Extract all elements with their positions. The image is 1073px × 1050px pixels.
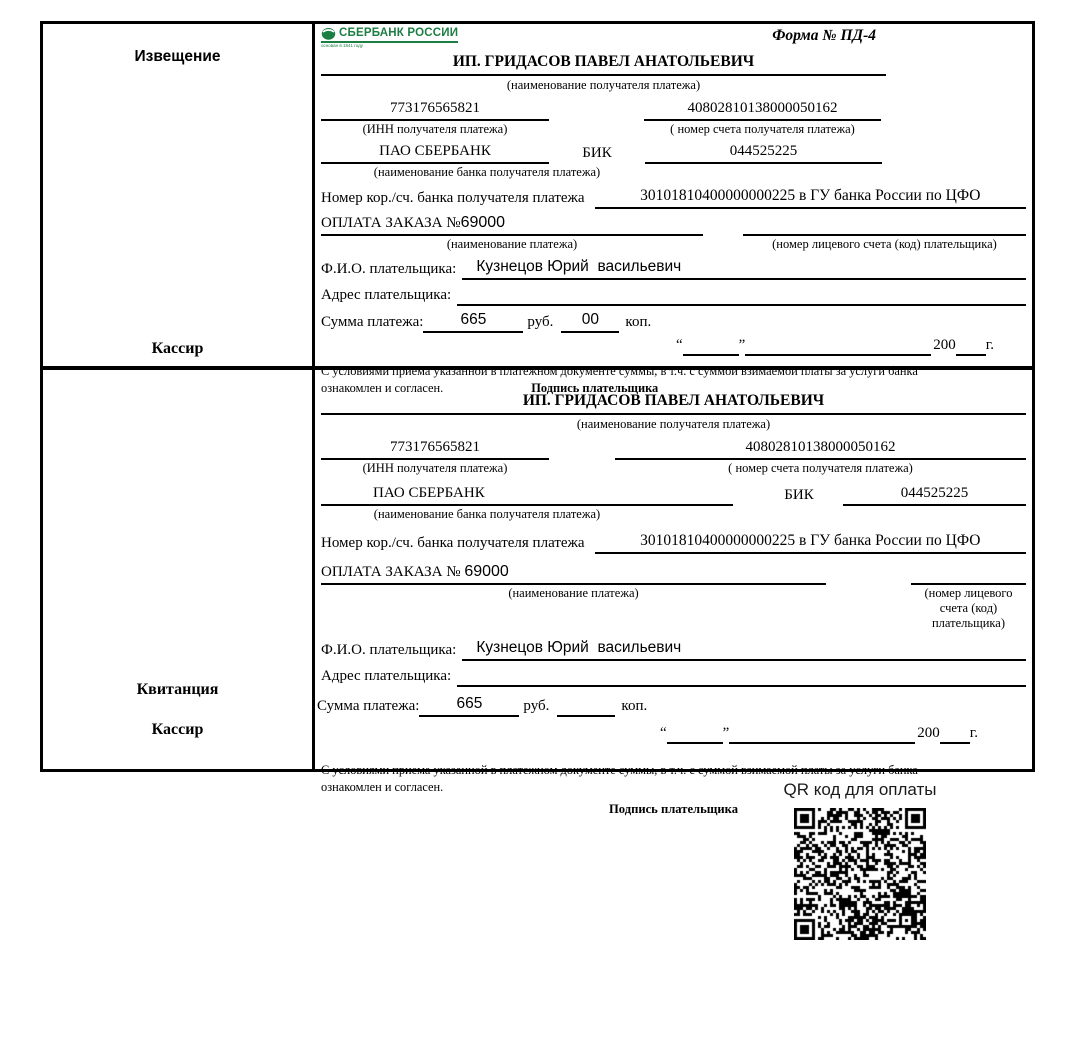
- account-caption: ( номер счета получателя платежа): [670, 122, 855, 136]
- payment-name-row: [321, 214, 1026, 236]
- account-value: 40802810138000050162: [615, 439, 1026, 460]
- payer-name-row: [321, 258, 1026, 280]
- signature-label: Подпись плательщика: [608, 802, 739, 817]
- payer-address-row: [321, 667, 1026, 687]
- year-prefix: 200: [933, 337, 956, 353]
- stub-label-notice: Извещение: [134, 48, 221, 65]
- sberbank-logo-subtext: основан в 1841 году: [321, 43, 364, 48]
- payment-name-caption: (наименование платежа): [508, 586, 639, 600]
- payment-name-value: ОПЛАТА ЗАКАЗА №69000: [321, 214, 703, 236]
- open-quote: “: [659, 725, 667, 741]
- sberbank-logo-text: СБЕРБАНК РОССИИ: [339, 26, 459, 39]
- close-quote: ”: [722, 725, 730, 741]
- notice-stub-column: [43, 24, 315, 366]
- inn-account-row: [321, 100, 1026, 121]
- bik-label: БИК: [582, 145, 612, 161]
- payer-address-row: [321, 286, 1026, 306]
- corr-account-row: [321, 187, 1026, 209]
- receipt-stub-column: [43, 370, 315, 769]
- sberbank-logo: [321, 27, 458, 49]
- sberbank-logo-icon: [321, 27, 336, 40]
- date-year-blank: [940, 740, 970, 744]
- rub-label: руб.: [527, 314, 554, 330]
- amount-kop-value: [557, 713, 615, 717]
- personal-account-caption: (номер лицевого счета (код) плательщика): [772, 237, 997, 251]
- agreement-line1: С условиями приема указанной в платежном документе суммы, в т.ч. с суммой взимаемой платы за услуги банка: [321, 364, 918, 378]
- payer-name-label: Ф.И.О. плательщика:: [321, 261, 457, 277]
- agreement-line2: ознакомлен и согласен.: [321, 779, 444, 794]
- amount-row: [321, 311, 1026, 333]
- corr-account-label: Номер кор./сч. банка получателя платежа: [321, 535, 585, 551]
- inn-account-row: [321, 439, 1026, 460]
- stub-label-receipt: Квитанция: [136, 681, 219, 698]
- amount-rub-value: 665: [423, 311, 523, 333]
- stub-label-cashier: Кассир: [151, 340, 204, 357]
- bik-value: 044525225: [645, 143, 882, 164]
- payer-name-value: Кузнецов Юрий васильевич: [462, 258, 1026, 280]
- payer-address-label: Адрес плательщика:: [321, 668, 452, 684]
- qr-block: [740, 780, 980, 940]
- inn-value: 773176565821: [321, 439, 549, 460]
- bik-value: 044525225: [843, 485, 1026, 506]
- recipient-caption: (наименование получателя платежа): [576, 417, 771, 431]
- bank-row: [321, 143, 1026, 164]
- recipient-name: ИП. ГРИДАСОВ ПАВЕЛ АНАТОЛЬЕВИЧ: [321, 53, 886, 76]
- open-quote: “: [675, 337, 683, 353]
- payer-address-label: Адрес плательщика:: [321, 287, 452, 303]
- amount-rub-value: 665: [419, 695, 519, 717]
- account-caption: ( номер счета получателя платежа): [728, 461, 913, 475]
- year-prefix: 200: [917, 725, 940, 741]
- qr-code: [794, 808, 926, 940]
- agreement-line2: ознакомлен и согласен.: [321, 380, 444, 395]
- personal-account-blank-line: [911, 565, 1026, 585]
- date-year-blank: [956, 352, 986, 356]
- order-number: 69000: [460, 214, 506, 231]
- inn-caption: (ИНН получателя платежа): [362, 122, 508, 136]
- payer-name-label: Ф.И.О. плательщика:: [321, 642, 457, 658]
- notice-section: [43, 24, 1032, 395]
- recipient-block: [321, 392, 1026, 432]
- personal-account-caption: (номер лицевого счета (код) плательщика): [924, 586, 1013, 630]
- amount-row: [317, 695, 1026, 717]
- inn-caption: (ИНН получателя платежа): [362, 461, 508, 475]
- corr-account-value: 30101810400000000225 в ГУ банка России по ЦФО: [595, 187, 1026, 209]
- bank-name-value: ПАО СБЕРБАНК: [321, 143, 549, 164]
- payment-name-caption: (наименование платежа): [446, 237, 578, 251]
- date-day-blank: [683, 352, 739, 356]
- bank-name-value: ПАО СБЕРБАНК: [321, 485, 733, 506]
- bik-label: БИК: [784, 487, 814, 503]
- bank-caption: (наименование банка получателя платежа): [373, 507, 601, 521]
- amount-label: Сумма платежа:: [317, 698, 420, 714]
- corr-account-label: Номер кор./сч. банка получателя платежа: [321, 190, 585, 206]
- notice-form: [315, 24, 1032, 395]
- personal-account-blank-line: [743, 216, 1026, 236]
- bank-caption: (наименование банка получателя платежа): [373, 165, 601, 179]
- payment-captions: [321, 586, 1026, 631]
- date-day-blank: [667, 740, 723, 744]
- order-number: 69000: [464, 563, 509, 580]
- form-number: Форма № ПД-4: [772, 27, 876, 44]
- recipient-caption: (наименование получателя платежа): [506, 78, 701, 92]
- payer-name-value: Кузнецов Юрий васильевич: [462, 639, 1026, 661]
- signature-label: Подпись плательщика: [531, 380, 659, 395]
- date-row: [321, 725, 1026, 744]
- bank-row: [321, 485, 1026, 506]
- account-value: 40802810138000050162: [644, 100, 881, 121]
- close-quote: ”: [738, 337, 746, 353]
- agreement-line1: С условиями приема указанной в платежном документе суммы, в т.ч. с суммой взимаемой платы за услуги банка: [321, 763, 918, 777]
- corr-account-row: [321, 532, 1026, 554]
- payment-name-row: [321, 563, 1026, 585]
- amount-label: Сумма платежа:: [321, 314, 424, 330]
- payer-address-blank-line: [457, 667, 1026, 687]
- payment-captions: [321, 237, 1026, 252]
- date-month-blank: [745, 352, 931, 356]
- kop-label: коп.: [621, 698, 648, 714]
- stub-label-cashier: Кассир: [151, 721, 204, 738]
- recipient-name: ИП. ГРИДАСОВ ПАВЕЛ АНАТОЛЬЕВИЧ: [321, 392, 1026, 415]
- date-month-blank: [729, 740, 915, 744]
- inn-value: 773176565821: [321, 100, 549, 121]
- payer-name-row: [321, 639, 1026, 661]
- inn-account-captions: [321, 461, 1026, 476]
- qr-label: QR код для оплаты: [783, 780, 937, 799]
- year-suffix: г.: [969, 725, 978, 741]
- year-suffix: г.: [985, 337, 994, 353]
- payment-name-value: ОПЛАТА ЗАКАЗА № 69000: [321, 563, 826, 585]
- amount-kop-value: 00: [561, 311, 619, 333]
- payer-address-blank-line: [457, 286, 1026, 306]
- inn-account-captions: [321, 122, 1026, 137]
- corr-account-value: 30101810400000000225 в ГУ банка России по ЦФО: [595, 532, 1026, 554]
- rub-label: руб.: [523, 698, 550, 714]
- date-row: [321, 337, 1026, 356]
- recipient-block: [321, 53, 886, 93]
- header-row: [321, 27, 1026, 53]
- kop-label: коп.: [625, 314, 652, 330]
